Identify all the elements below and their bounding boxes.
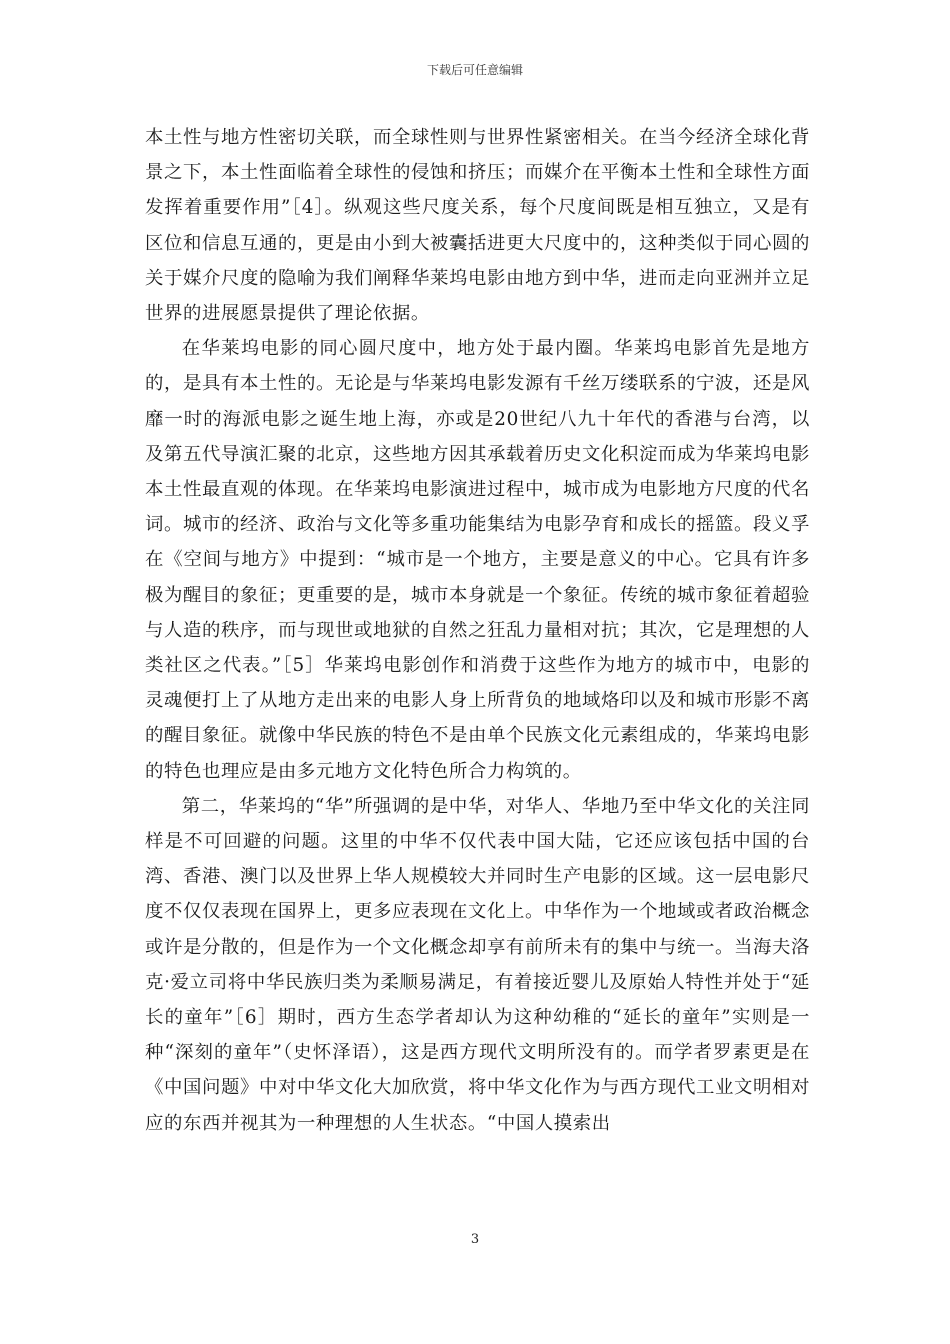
document-body xyxy=(145,120,810,1141)
body-paragraph: 本土性与地方性密切关联，而全球性则与世界性紧密相关。在当今经济全球化背景之下，本土性面临着全球性的侵蚀和挤压；而媒介在平衡本土性和全球性方面发挥着重要作用”［4］。纵观这些尺度关系，每个尺度间既是相互独立，又是有区位和信息互通的，更是由小到大被囊括进更大尺度中的，这种类似于同心圆的关于媒介尺度的隐喻为我们阐释华莱坞电影由地方到中华，进而走向亚洲并立足世界的进展愿景提供了理论依据。 xyxy=(145,127,810,325)
body-paragraph: 第二，华莱坞的“华”所强调的是中华，对华人、华地乃至中华文化的关注同样是不可回避的问题。这里的中华不仅代表中国大陆，它还应该包括中国的台湾、香港、澳门以及世界上华人规模较大并同时生产电影的区域。这一层电影尺度不仅仅表现在国界上，更多应表现在文化上。中华作为一个地域或者政治概念或许是分散的，但是作为一个文化概念却享有前所未有的集中与统一。当海夫洛克·爱立司将中华民族归类为柔顺易满足，有着接近婴儿及原始人特性并处于“延长的童年”［6］期时，西方生态学者却认为这种幼稚的“延长的童年”实则是一种“深刻的童年”（史怀泽语），这是西方现代文明所没有的。而学者罗素更是在《中国问题》中对中华文化大加欣赏，将中华文化作为与西方现代工业文明相对应的东西并视其为一种理想的人生状态。“中国人摸索出 xyxy=(145,795,810,1134)
page-number: 3 xyxy=(470,1232,480,1247)
body-paragraph: 在华莱坞电影的同心圆尺度中，地方处于最内圈。华莱坞电影首先是地方的，是具有本土性的。无论是与华莱坞电影发源有千丝万缕联系的宁波，还是风靡一时的海派电影之诞生地上海，亦或是20世纪八九十年代的香港与台湾，以及第五代导演汇聚的北京，这些地方因其承载着历史文化积淀而成为华莱坞电影本土性最直观的体现。在华莱坞电影演进过程中，城市成为电影地方尺度的代名词。城市的经济、政治与文化等多重功能集结为电影孕育和成长的摇篮。段义孚在《空间与地方》中提到：“城市是一个地方，主要是意义的中心。它具有许多极为醒目的象征；更重要的是，城市本身就是一个象征。传统的城市象征着超验与人造的秩序，而与现世或地狱的自然之狂乱力量相对抗；其次，它是理想的人类社区之代表。”［5］华莱坞电影创作和消费于这些作为地方的城市中，电影的灵魂便打上了从地方走出来的电影人身上所背负的地域烙印以及和城市形影不离的醒目象征。就像中华民族的特色不是由单个民族文化元素组成的，华莱坞电影的特色也理应是由多元地方文化特色所合力构筑的。 xyxy=(145,338,810,782)
page-header: 下载后可任意编辑 xyxy=(426,63,523,77)
